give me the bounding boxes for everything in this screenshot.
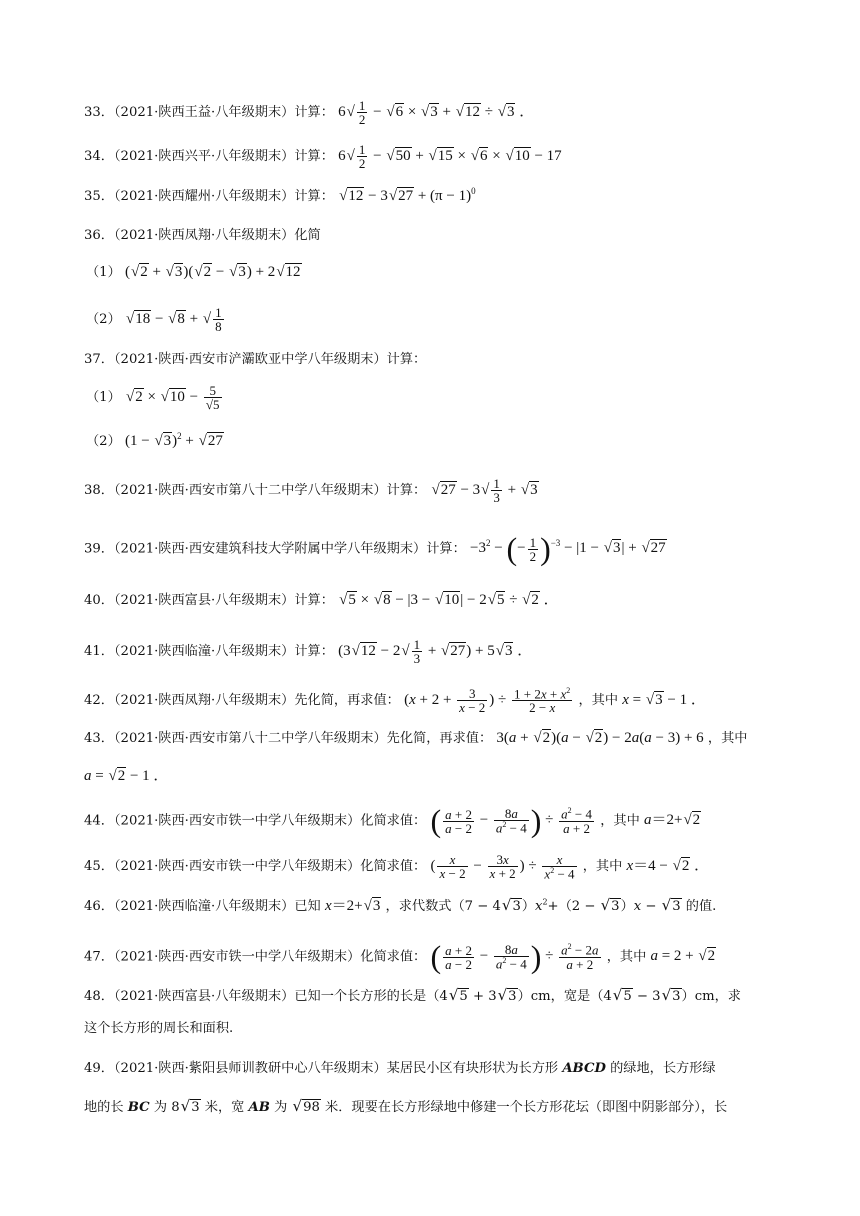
problem-36-part1-expr: (√2 + √3)(√2 − √3) + 2√12	[124, 264, 301, 280]
problem-46-tail: ，求代数式$(7 - 4√3)x^2+(2 - √3)x - √3$ 的值.	[385, 896, 717, 914]
problem-45-cond: x＝4 − √2 ．	[626, 858, 710, 875]
problem-36-part2-label: （2）	[86, 311, 121, 327]
problem-40-expr: √5 × √8 − |3 − √10| − 2√5 ÷ √2 ．	[339, 592, 559, 608]
problem-41-expr: (3√12 − 2√ $\frac{1}{3}$ + √27) + 5√3 ．	[338, 637, 533, 666]
problem-40	[84, 593, 559, 608]
problem-43	[84, 731, 747, 746]
problem-38-label: 38．（2021·陕西·西安市第八十二中学八年级期末）计算：	[84, 482, 427, 498]
problem-42-tail: ，其中	[578, 693, 619, 709]
problem-33-expr: 6√ $\frac{1}{2}$ − √6 × √3 + √12 ÷ √3 ．	[338, 98, 535, 127]
problem-41-label: 41．（2021·陕西临潼·八年级期末）计算：	[84, 643, 334, 659]
problem-34-expr: 6√ $\frac{1}{2}$ − √50 + √15 × √6 × √10 − 17	[338, 142, 562, 171]
problem-47-tail: ，其中	[606, 949, 647, 965]
problem-37-part2-expr: $(1 - √3)^2 + √27$	[124, 431, 223, 449]
problem-42	[84, 687, 706, 714]
problem-36-part2-expr: √18 − √8 + √ $\frac{1}{8}$	[125, 305, 222, 334]
problem-45-label: 45．（2021·陕西·西安市铁一中学八年级期末）化简求值：	[84, 859, 427, 875]
problem-42-cond: x = √3 − 1 ．	[622, 692, 706, 709]
problem-33	[84, 99, 534, 126]
problem-37-part1	[86, 384, 224, 411]
problem-34	[84, 143, 562, 170]
problem-38	[84, 477, 539, 504]
problem-35-label: 35．（2021·陕西耀州·八年级期末）计算：	[84, 189, 334, 204]
problem-43-cond-expr: a = √2 − 1 ．	[84, 768, 169, 784]
problem-46-expr: x＝2+√3	[324, 898, 381, 914]
problem-48-line2-text: 这个长方形的周长和面积.	[84, 1021, 234, 1036]
problem-37-label: 37．（2021·陕西·西安市浐灞欧亚中学八年级期末）计算：	[84, 352, 427, 367]
problem-44-cond: a＝2+√2	[643, 812, 701, 829]
problem-36-part2	[86, 306, 226, 333]
problem-42-expr: (x + 2 + $\frac{3}{x - 2}$ ) ÷ $\frac{1 + 2x + x^2}{2 - x}$	[404, 686, 571, 716]
problem-37-part1-label: （1）	[86, 389, 121, 405]
problem-48	[84, 988, 741, 1003]
problem-46-label: 46．（2021·陕西临潼·八年级期末）已知	[84, 899, 321, 914]
problem-37	[84, 353, 426, 366]
problem-47	[84, 941, 716, 973]
problem-47-expr: ( $\frac{a + 2}{a - 2}$ − $\frac{8a}{a^2 - 4}$ ) ÷ $\frac{a^2 - 2a}{a + 2}$	[430, 939, 599, 975]
problem-40-label: 40．（2021·陕西富县·八年级期末）计算：	[84, 593, 334, 608]
problem-44-label: 44．（2021·陕西·西安市铁一中学八年级期末）化简求值：	[84, 813, 427, 829]
problem-44	[84, 805, 701, 837]
problem-45	[84, 853, 709, 880]
problem-49-line2-text: 地的长 BC 为 8√3 米，宽 AB 为 √98 米．现要在长方形绿地中修建一个长方形花坛（即图中阴影部分），长	[84, 1097, 728, 1115]
problem-37-part2-label: （2）	[86, 434, 121, 449]
problem-35	[84, 187, 476, 204]
problem-39-expr: $-3^2$ − (− $\frac{1}{2}$ )$^{-3}$ − |1 − √3| + √27	[470, 531, 666, 567]
problem-36	[84, 229, 321, 242]
problem-43-tail: ，其中	[707, 731, 748, 746]
problem-43-cond	[84, 769, 168, 784]
problem-45-expr: ( $\frac{x}{x - 2}$ − $\frac{3x}{x + 2}$ ) ÷ $\frac{x}{x^2 - 4}$	[430, 852, 575, 882]
problem-47-cond: a = 2 + √2	[650, 948, 716, 965]
problem-33-label: 33．（2021·陕西王益·八年级期末）计算：	[84, 104, 334, 120]
problem-36-label: 36．（2021·陕西凤翔·八年级期末）化简	[84, 228, 321, 243]
problem-47-label: 47．（2021·陕西·西安市铁一中学八年级期末）化简求值：	[84, 949, 427, 965]
problem-38-expr: √27 − 3√ $\frac{1}{3}$ + √3	[431, 476, 538, 505]
problem-37-part1-expr: √2 × √10 − $\frac{5}{√5}$	[125, 383, 220, 412]
problem-43-expr: 3(a + √2)(a − √2) − 2a(a − 3) + 6	[496, 730, 704, 746]
problem-49	[84, 1062, 716, 1075]
problem-39	[84, 533, 667, 565]
problem-48-text: 48．（2021·陕西富县·八年级期末）已知一个长方形的长是（4√5 + 3√3）cm，宽是（4√5 − 3√3）cm，求	[84, 986, 741, 1004]
problem-36-part1-label: （1）	[86, 265, 121, 280]
problem-49-text: 49．（2021·陕西·紫阳县师训教研中心八年级期末）某居民小区有块形状为长方形 ABCD 的绿地，长方形绿	[84, 1061, 716, 1076]
problem-34-label: 34．（2021·陕西兴平·八年级期末）计算：	[84, 148, 334, 164]
problem-45-tail: ，其中	[582, 859, 623, 875]
problem-46	[84, 898, 716, 914]
problem-48-line2	[84, 1022, 233, 1035]
problem-44-tail: ，其中	[600, 813, 640, 829]
problem-43-label: 43．（2021·陕西·西安市第八十二中学八年级期末）先化简，再求值：	[84, 731, 493, 746]
problem-49-line2	[84, 1099, 727, 1114]
problem-42-label: 42．（2021·陕西凤翔·八年级期末）先化简，再求值：	[84, 693, 400, 709]
problem-35-expr: $√12 - 3√27 + (\pi - 1)^0$	[339, 186, 476, 204]
problem-41	[84, 638, 532, 665]
problem-37-part2	[86, 432, 224, 449]
problem-39-label: 39．（2021·陕西·西安建筑科技大学附属中学八年级期末）计算：	[84, 541, 466, 557]
problem-36-part1	[86, 265, 302, 280]
problem-44-expr: ( $\frac{a + 2}{a - 2}$ − $\frac{8a}{a^2 - 4}$ ) ÷ $\frac{a^2 - 4}{a + 2}$	[430, 803, 592, 839]
